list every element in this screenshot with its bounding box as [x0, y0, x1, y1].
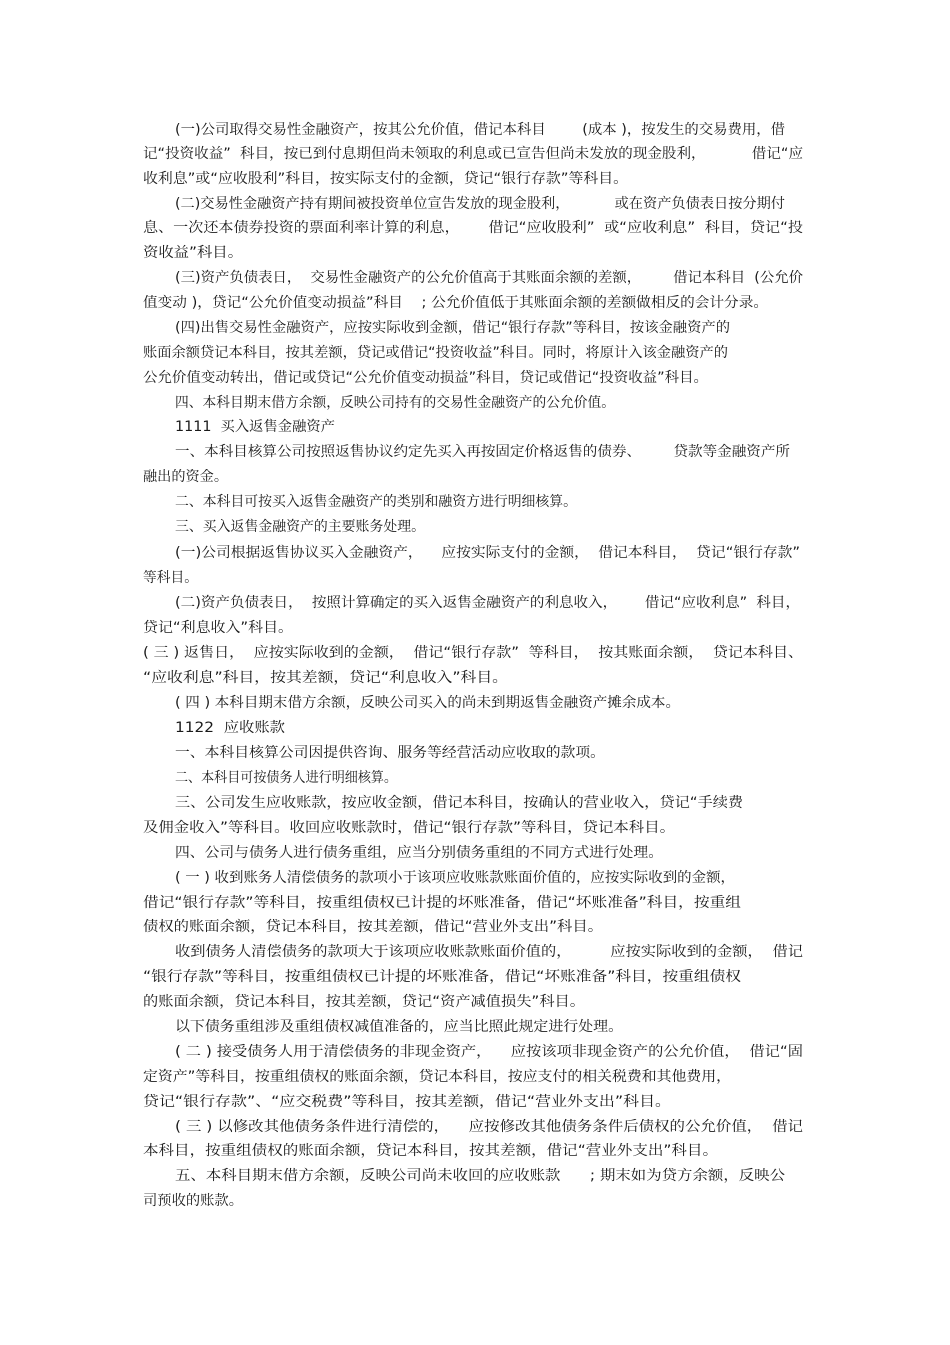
text-line: 三、公司发生应收账款，按应收金额，借记本科目，按确认的营业收入，贷记“手续费 [175, 795, 743, 811]
text-line: 四、本科目期末借方余额，反映公司持有的交易性金融资产的公允价值。 [175, 395, 615, 411]
text-line: 记“投资收益” 科目，按已到付息期但尚未领取的利息或已宣告但尚未发放的现金股利， 借记“应 [143, 146, 803, 162]
text-line: ( 三 ) 返售日， 应按实际收到的金额， 借记“银行存款” 等科目， 按其账面余额， 贷记本科目、 [143, 645, 804, 661]
text-line: 司预收的账款。 [143, 1193, 243, 1209]
text-line: 及佣金收入”等科目。收回应收账款时，借记“银行存款”等科目，贷记本科目。 [143, 820, 675, 836]
text-line: 等科目。 [143, 570, 198, 586]
text-line: ( 一 ) 收到账务人清偿债务的款项小于该项应收账款账面价值的，应按实际收到的金额， [175, 870, 735, 886]
text-line: 四、公司与债务人进行债务重组，应当分别债务重组的不同方式进行处理。 [175, 845, 663, 861]
text-line: (二)交易性金融资产持有期间被投资单位宣告发放的现金股利， 或在资产负债表日按分期付 [175, 196, 785, 212]
text-line: ( 三 ) 以修改其他债务条件进行清偿的， 应按修改其他债务条件后债权的公允价值， 借记 [175, 1119, 803, 1135]
text-line: 定资产”等科目，按重组债权的账面余额，贷记本科目，按应支付的相关税费和其他费用， [143, 1069, 731, 1085]
text-line: 一、本科目核算公司因提供咨询、服务等经营活动应收取的款项。 [175, 745, 605, 761]
text-line: 借记“银行存款”等科目，按重组债权已计提的坏账准备，借记“坏账准备”科目，按重组 [143, 895, 741, 911]
text-line: (二)资产负债表日， 按照计算确定的买入返售金融资产的利息收入， 借记“应收利息” 科目， [175, 595, 800, 611]
text-line: ( 四 ) 本科目期末借方余额，反映公司买入的尚未到期返售金融资产摊余成本。 [175, 695, 680, 711]
text-line: (一)公司根据返售协议买入金融资产， 应按实际支付的金额， 借记本科目， 贷记“银行存款” [175, 545, 800, 561]
text-line: 三、买入返售金融资产的主要账务处理。 [175, 519, 425, 535]
text-line: (三)资产负债表日， 交易性金融资产的公允价值高于其账面余额的差额， 借记本科目 (公允价 [175, 270, 803, 286]
text-line: 息、一次还本债券投资的票面利率计算的利息， 借记“应收股利” 或“应收利息” 科目，贷记“投 [143, 220, 803, 236]
text-line: 贷记“银行存款”、“应交税费”等科目，按其差额，借记“营业外支出”科目。 [143, 1094, 671, 1110]
section-heading: 1111 买入返售金融资产 [175, 419, 335, 435]
section-heading: 1122 应收账款 [175, 720, 285, 736]
text-line: 一、本科目核算公司按照返售协议约定先买入再按固定价格返售的债券、 贷款等金融资产所 [175, 444, 790, 460]
text-line: “应收利息”科目，按其差额，贷记“利息收入”科目。 [143, 670, 508, 686]
text-line: 二、本科目可按债务人进行明细核算。 [175, 770, 397, 786]
text-line: 贷记“利息收入”科目。 [143, 620, 293, 636]
text-line: (一)公司取得交易性金融资产，按其公允价值，借记本科目 (成本 )，按发生的交易费用，借 [175, 122, 785, 138]
text-line: 五、本科目期末借方余额，反映公司尚未收回的应收账款 ; 期末如为贷方余额，反映公 [175, 1168, 785, 1184]
text-line: “银行存款”等科目，按重组债权已计提的坏账准备，借记“坏账准备”科目，按重组债权 [143, 969, 741, 985]
text-line: 融出的资金。 [143, 469, 228, 485]
text-line: ( 二 ) 接受债务人用于清偿债务的非现金资产， 应按该项非现金资产的公允价值， 借记“固 [175, 1044, 803, 1060]
text-line: 收到债务人清偿债务的款项大于该项应收账款账面价值的， 应按实际收到的金额， 借记 [175, 944, 803, 960]
text-line: (四)出售交易性金融资产，应按实际收到金额，借记“银行存款”等科目，按该金融资产的 [175, 320, 730, 336]
text-line: 收利息”或“应收股利”科目，按实际支付的金额，贷记“银行存款”等科目。 [143, 171, 628, 187]
text-line: 债权的账面余额，贷记本科目，按其差额，借记“营业外支出”科目。 [143, 919, 603, 935]
text-line: 本科目，按重组债权的账面余额，贷记本科目，按其差额，借记“营业外支出”科目。 [143, 1143, 718, 1159]
text-line: 值变动 )，贷记“公允价值变动损益”科目 ; 公允价值低于其账面余额的差额做相反的会计分录。 [143, 295, 768, 311]
text-line: 账面余额贷记本科目，按其差额，贷记或借记“投资收益”科目。同时，将原计入该金融资产的 [143, 345, 728, 361]
text-line: 公允价值变动转出，借记或贷记“公允价值变动损益”科目，贷记或借记“投资收益”科目。 [143, 370, 708, 386]
text-line: 以下债务重组涉及重组债权减值准备的，应当比照此规定进行处理。 [175, 1019, 623, 1035]
text-line: 资收益”科目。 [143, 245, 243, 261]
text-line: 的账面余额，贷记本科目，按其差额，贷记“资产减值损失”科目。 [143, 994, 585, 1010]
text-line: 二、本科目可按买入返售金融资产的类别和融资方进行明细核算。 [175, 494, 577, 510]
